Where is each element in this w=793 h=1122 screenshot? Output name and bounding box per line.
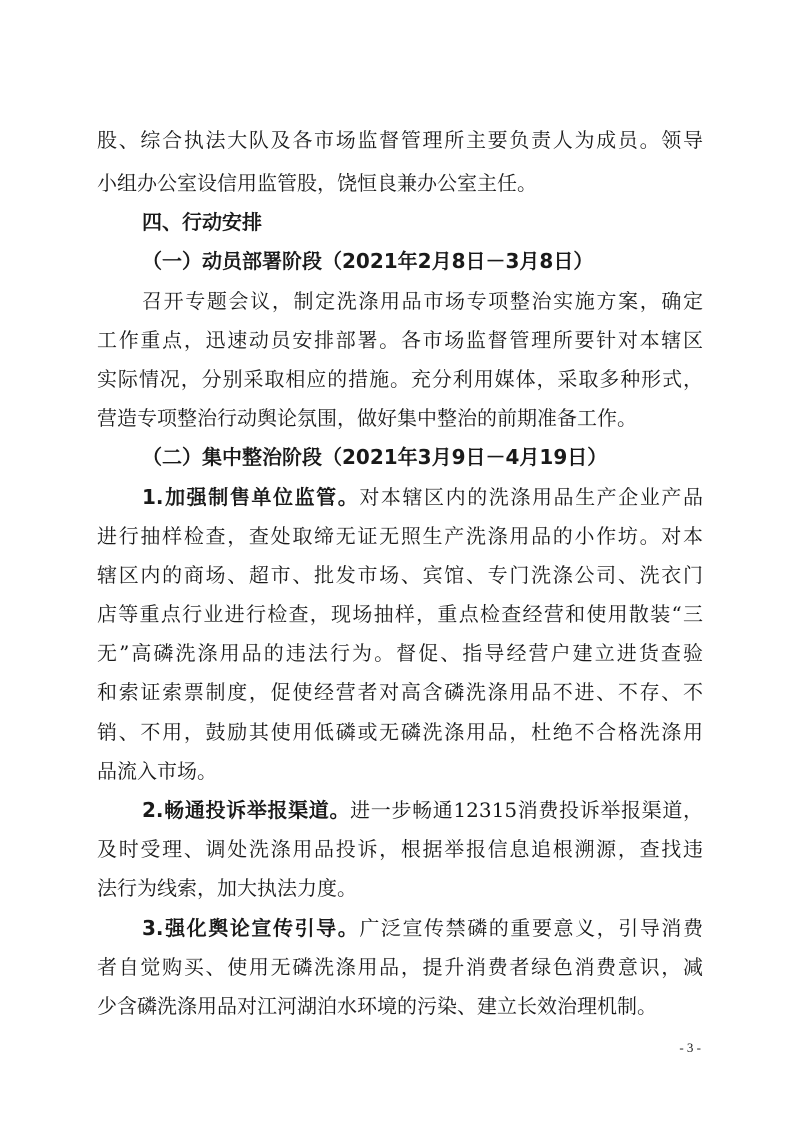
paragraph-line: 召开专题会议，制定洗涤用品市场专项整治实施方案，确定 (142, 288, 703, 313)
paragraph-line: 和索证索票制度，促使经营者对高含磷洗涤用品不进、不存、不 (97, 680, 703, 705)
paragraph-line: 法行为线索，加大执法力度。 (97, 876, 357, 901)
item-lead: 1.加强制售单位监管。 (142, 484, 360, 509)
subsection-heading: （二）集中整治阶段（2021年3月9日－4月19日） (142, 445, 608, 470)
item-first-line (97, 909, 703, 948)
paragraph-line: 辖区内的商场、超市、批发市场、宾馆、专门洗涤公司、洗衣门 (97, 562, 703, 587)
paragraph-line: 小组办公室设信用监管股，饶恒良兼办公室主任。 (97, 171, 537, 195)
item-first-line (97, 791, 703, 830)
paragraph-line: 进行抽样检查，查处取缔无证无照生产洗涤用品的小作坊。对本 (97, 523, 703, 548)
paragraph-line: 店等重点行业进行检查，现场抽样，重点检查经营和使用散装“三 (97, 602, 703, 627)
paragraph-line: 者自觉购买、使用无磷洗涤用品，提升消费者绿色消费意识，减 (97, 954, 703, 979)
paragraph-line: 品流入市场。 (97, 758, 217, 783)
item-text: 进一步畅通12315消费投诉举报渠道， (350, 798, 703, 822)
paragraph-line: 股、综合执法大队及各市场监督管理所主要负责人为成员。领导 (97, 128, 703, 152)
item-first-line (97, 478, 703, 517)
paragraph-line: 少含磷洗涤用品对江河湖泊水环境的污染、建立长效治理机制。 (97, 993, 657, 1018)
item-text: 广泛宣传禁磷的重要意义，引导消费 (359, 915, 704, 940)
document-body (97, 121, 703, 1026)
section-heading: 四、行动安排 (142, 210, 262, 235)
item-lead: 3.强化舆论宣传引导。 (142, 915, 360, 940)
paragraph-line: 工作重点，迅速动员安排部署。各市场监督管理所要针对本辖区 (97, 327, 703, 352)
paragraph-line: 销、不用，鼓励其使用低磷或无磷洗涤用品，杜绝不合格洗涤用 (97, 719, 703, 744)
paragraph-line: 营造专项整治行动舆论氛围，做好集中整治的前期准备工作。 (97, 406, 637, 431)
item-lead: 2.畅通投诉举报渠道。 (142, 798, 351, 822)
paragraph-line: 无”高磷洗涤用品的违法行为。督促、指导经营户建立进货查验 (97, 641, 703, 666)
paragraph-line: 实际情况，分别采取相应的措施。充分利用媒体，采取多种形式， (97, 366, 703, 391)
item-text: 对本辖区内的洗涤用品生产企业产品 (359, 484, 704, 509)
page-number: - 3 - (679, 1040, 701, 1055)
subsection-heading: （一）动员部署阶段（2021年2月8日－3月8日） (142, 249, 594, 274)
paragraph-line: 及时受理、调处洗涤用品投诉，根据举报信息追根溯源，查找违 (97, 837, 703, 862)
